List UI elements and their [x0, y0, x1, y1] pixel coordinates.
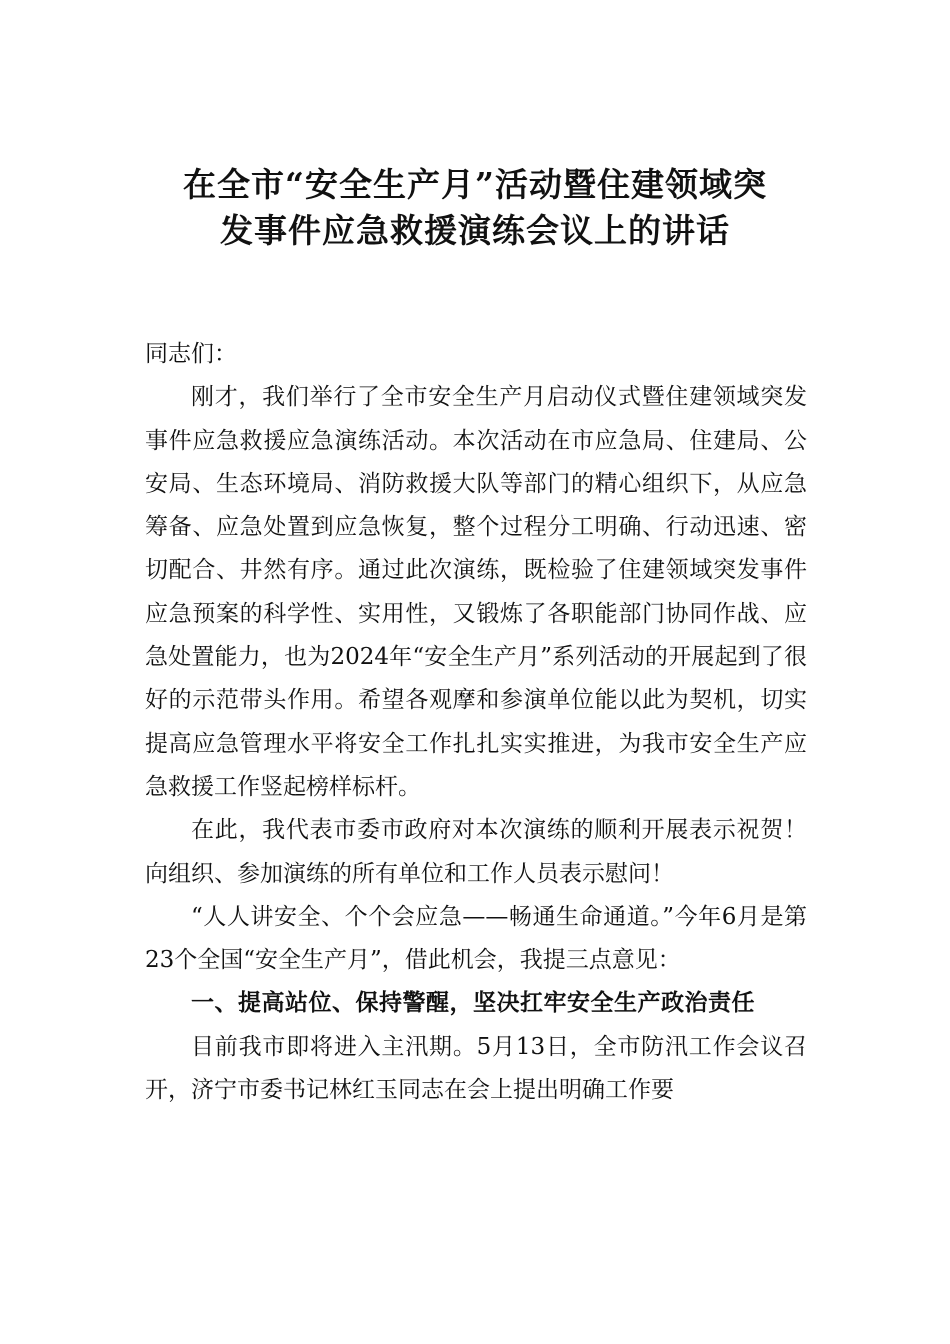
document-title-line-2: 发事件应急救援演练会议上的讲话 [220, 211, 730, 250]
document-title-line-1: 在全市“安全生产月”活动暨住建领域突 [183, 165, 767, 204]
salutation: 同志们： [145, 341, 237, 367]
paragraph-section-1: 目前我市即将进入主汛期。5月13日，全市防汛工作会议召开，济宁市委书记林红玉同志在会上提出明确工作要 [145, 1033, 807, 1104]
paragraph-congratulations: 在此，我代表市委市政府对本次演练的顺利开展表示祝贺！向组织、参加演练的所有单位和工作人员表示慰问！ [145, 817, 807, 887]
document-body [145, 333, 807, 1112]
paragraph-theme: “人人讲安全、个个会应急——畅通生命通道。”今年6月是第23个全国“安全生产月”，借此机会，我提三点意见： [145, 903, 807, 974]
section-heading-1: 一、提高站位、保持警醒，坚决扛牢安全生产政治责任 [191, 990, 755, 1017]
paragraph-opening: 刚才，我们举行了全市安全生产月启动仪式暨住建领域突发事件应急救援应急演练活动。本次活动在市应急局、住建局、公安局、生态环境局、消防救援大队等部门的精心组织下，从应急筹备、应急处置到应急恢复，整个过程分工明确、行动迅速、密切配合、井然有序。通过此次演练，既检验了住建领域突发事件应急预案的科学性、实用性，又锻炼了各职能部门协同作战、应急处置能力，也为2024年“安全生产月”系列活动的开展起到了很好的示范带头作用。希望各观摩和参演单位能以此为契机，切实提高应急管理水平将安全工作扎扎实实推进，为我市安全生产应急救援工作竖起榜样标杆。 [145, 384, 807, 800]
